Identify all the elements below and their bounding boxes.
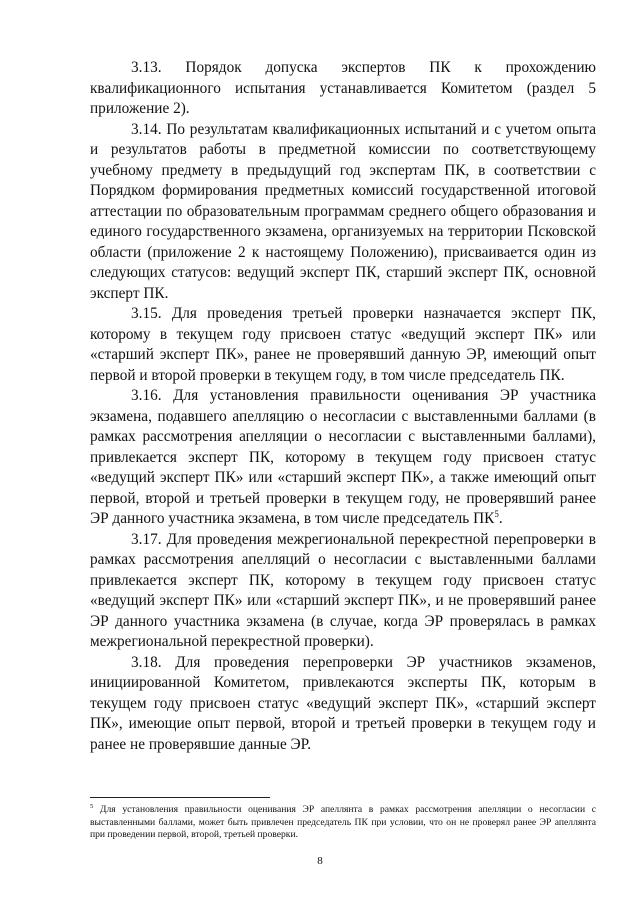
paragraph-text: 3.13. Порядок допуска экспертов ПК к прохождению квалификационного испытания устанавливается Комитетом (раздел 5 приложение 2). (90, 59, 596, 117)
paragraph-text: 3.18. Для проведения перепроверки ЭР участников экзаменов, инициированной Комитетом, привлекаются эксперты ПК, которым в текущем году присвоен статус «ведущий эксперт ПК», «старший эксперт ПК», имеющие опыт первой, второй и третьей проверки в текущем году и ранее не проверявшие данные ЭР. (90, 653, 596, 753)
footnote-marker: 5 (90, 802, 94, 810)
paragraph-3-13 (90, 58, 596, 120)
paragraph-3-14 (90, 120, 596, 305)
footnote-text: Для установления правильности оценивания ЭР апеллянта в рамках рассмотрения апелляции о несогласии с выставленными баллами, может быть привлечен председатель ПК при условии, что он не проверял ранее ЭР апеллянта при проведении первой, второй, третьей проверки. (90, 804, 596, 841)
paragraph-3-16 (90, 386, 596, 530)
paragraph-text: 3.15. Для проведения третьей проверки назначается эксперт ПК, которому в текущем году присвоен статус «ведущий эксперт ПК» или «старший эксперт ПК», ранее не проверявший данную ЭР, имеющий опыт первой и второй проверки в текущем году, в том числе председатель ПК. (90, 305, 596, 384)
paragraph-3-15 (90, 304, 596, 386)
footnote-divider (90, 797, 270, 798)
paragraph-end: . (498, 510, 503, 527)
footnote (90, 804, 596, 842)
paragraph-text: 3.17. Для проведения межрегиональной перекрестной перепроверки в рамках рассмотрения апелляций о несогласии с выставленными баллами привлекается эксперт ПК, которому в текущем году присвоен статус «ведущий эксперт ПК» или «старший эксперт ПК», и не проверявший ранее ЭР данного участника экзамена (в случае, когда ЭР проверялась в рамках межрегиональной перекрестной проверки). (90, 530, 596, 650)
paragraph-3-17 (90, 530, 596, 653)
page-number: 8 (317, 855, 323, 867)
footnote-ref[interactable]: 5 (494, 508, 499, 519)
document-body (90, 58, 596, 755)
paragraph-text: 3.16. Для установления правильности оценивания ЭР участника экзамена, подавшего апелляцию о несогласии с выставленными баллами (в рамках рассмотрения апелляции о несогласии с выставленными баллами), привлекается эксперт ПК, которому в текущем году присвоен статус «ведущий эксперт ПК» или «старший эксперт ПК», а также имеющий опыт первой, второй и третьей проверки в текущем году, не проверявший ранее ЭР данного участника экзамена, в том числе председатель ПК (90, 387, 596, 527)
paragraph-text: 3.14. По результатам квалификационных испытаний и с учетом опыта и результатов работы в предметной комиссии по соответствующему учебному предмету в предыдущий год экспертам ПК, в соответствии с Порядком формирования предметных комиссий государственной итоговой аттестации по образовательным программам среднего общего образования и единого государственного экзамена, организуемых на территории Псковской области (приложение 2 к настоящему Положению), присваивается один из следующих статусов: ведущий эксперт ПК, старший эксперт ПК, основной эксперт ПК. (90, 120, 596, 302)
paragraph-3-18 (90, 653, 596, 756)
